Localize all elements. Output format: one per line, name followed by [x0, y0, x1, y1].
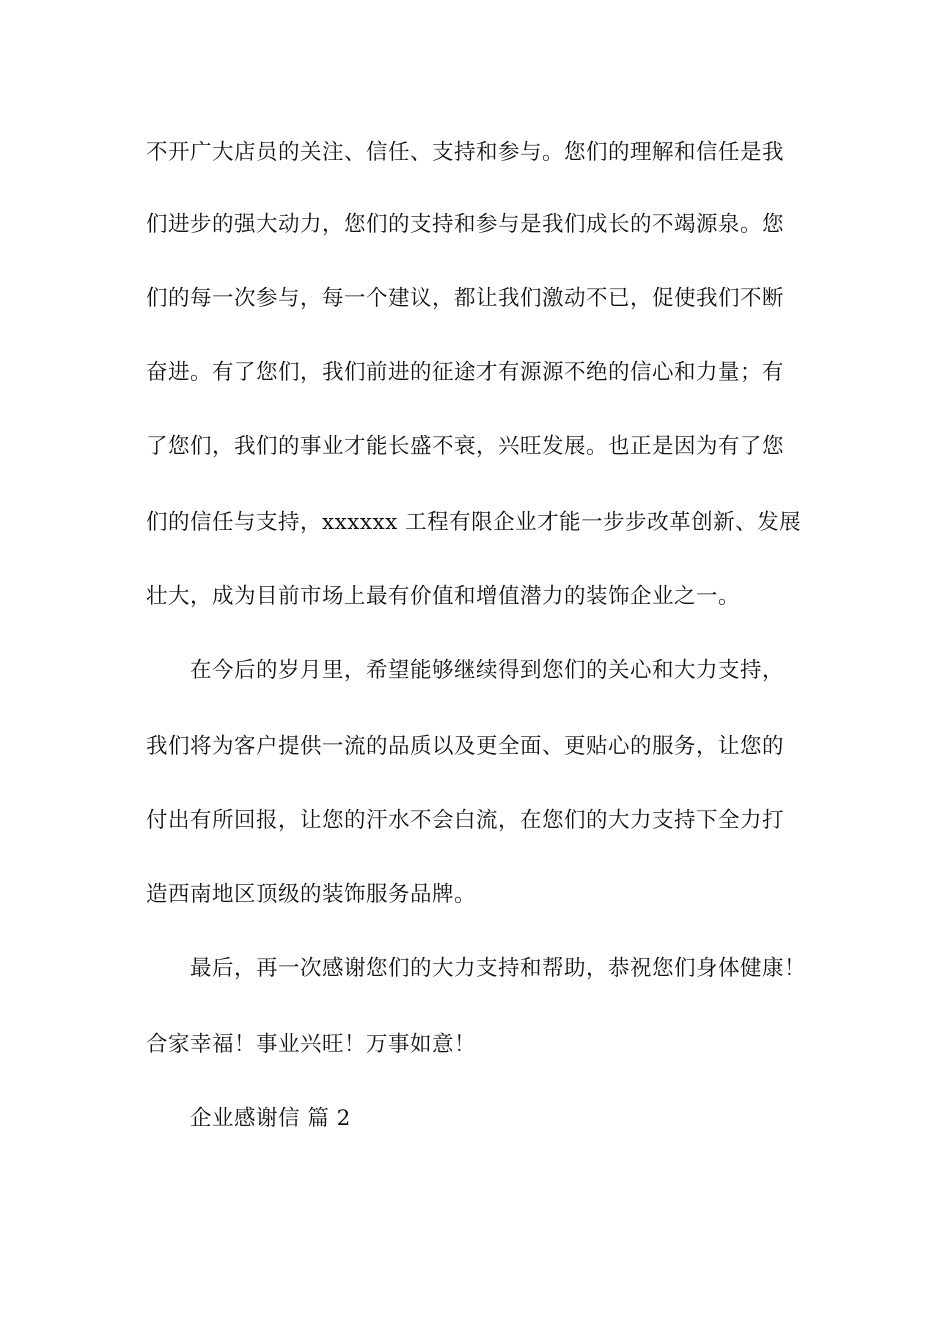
paragraph-line: 们的信任与支持，xxxxxx 工程有限企业才能一步步改革创新、发展 — [146, 510, 802, 535]
paragraph-line: 在今后的岁月里，希望能够继续得到您们的关心和大力支持， — [190, 658, 785, 683]
paragraph-line: 了您们，我们的事业才能长盛不衰，兴旺发展。也正是因为有了您 — [146, 434, 785, 459]
paragraph-line: 们的每一次参与，每一个建议，都让我们激动不已，促使我们不断 — [146, 286, 785, 311]
paragraph-line: 奋进。有了您们，我们前进的征途才有源源不绝的信心和力量；有 — [146, 360, 785, 385]
paragraph-line: 我们将为客户提供一流的品质以及更全面、更贴心的服务，让您的 — [146, 734, 785, 759]
paragraph-line: 付出有所回报，让您的汗水不会白流，在您们的大力支持下全力打 — [146, 808, 785, 833]
paragraph-line: 壮大，成为目前市场上最有价值和增值潜力的装饰企业之一。 — [146, 584, 741, 609]
paragraph-line: 们进步的强大动力，您们的支持和参与是我们成长的不竭源泉。您 — [146, 212, 785, 237]
paragraph-line: 造西南地区顶级的装饰服务品牌。 — [146, 882, 477, 907]
section-heading: 企业感谢信 篇 2 — [190, 1106, 351, 1131]
paragraph-line: 不开广大店员的关注、信任、支持和参与。您们的理解和信任是我 — [146, 140, 785, 165]
paragraph-line: 最后，再一次感谢您们的大力支持和帮助，恭祝您们身体健康！ — [190, 956, 807, 981]
paragraph-line: 合家幸福！事业兴旺！万事如意！ — [146, 1032, 477, 1057]
